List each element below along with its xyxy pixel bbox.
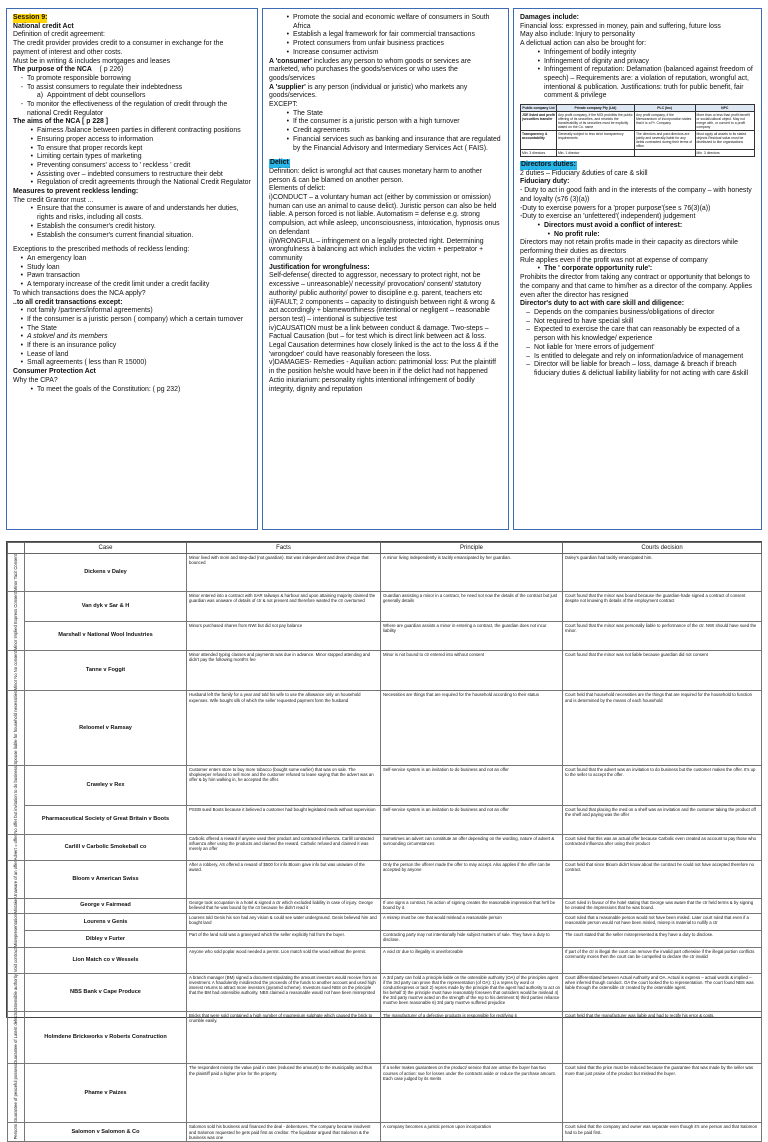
- list-item: • If the consumer is a juristic person with a high turnover: [286, 118, 460, 126]
- case-name: NBS Bank v Cape Produce: [25, 973, 187, 1011]
- list-item: – Not required to have special skill: [526, 317, 634, 325]
- element-causation: iv)CAUSATION must be a link between conduct & damage. Two-steps – Factual Causation (but – for test which is direct link between act & loss. Legal Causation determines how closely linked is the act to the loss & if the 'wrongdoer' could have reasonably foreseen the loss.: [269, 324, 499, 358]
- list-item: • Lease of land: [20, 350, 69, 358]
- case-principle: Minor is not bound to ctr entered into without consent: [381, 651, 563, 691]
- which-transactions: To which transactions does the NCA apply?: [13, 289, 146, 297]
- list-item: • not family /partners/informal agreements): [20, 307, 153, 315]
- fiduciary-heading: Fiduciary duty:: [520, 178, 570, 186]
- case-group-label: Advert = offer: [8, 834, 25, 860]
- list-item: • Assisting over – indebted consumers to restructure their debt: [30, 170, 223, 178]
- company-types-table: [520, 104, 755, 157]
- case-decision: Court held that since Bloom didn't know about the contract he could not have accepted therefore no contract.: [563, 860, 762, 898]
- case-principle: Necessities are things that are required for the household according to their status: [381, 691, 563, 766]
- damages-heading: Damages include:: [520, 14, 579, 21]
- writing-note: Must be in writing & includes mortgages and leases: [13, 57, 171, 65]
- list-item: • Infringement of reputation: Defamation (balanced against freedom of speech) – Requirements are: a violation of reputation, wrongful act, intentional & publication. Justifications: truth for public benefit, fair comment & privilege: [537, 66, 753, 100]
- list-item: • No profit rule:: [547, 230, 600, 238]
- list-item: • Ensuring proper access to information: [30, 135, 154, 143]
- table-row: [8, 591, 762, 621]
- list-item: • Limiting certain types of marketing: [30, 153, 142, 161]
- justification-text: Self-defense( directed to aggressor, necessary to protect right, not be excessive – unreasonable)/ necessity/ provocation/ consent/ statutory authority/ public authority/ power to discipline e.g. parent, teachers etc: [269, 272, 483, 297]
- list-item: • Establish a legal framework for fair commercial transactions: [286, 31, 475, 39]
- table-row: [8, 1064, 762, 1123]
- list-item: • The State: [20, 324, 57, 332]
- list-item: • Regulation of credit agreements through the National Credit Regulator: [30, 179, 251, 187]
- case-decision: Court ruled in favour of the hotel stating that George was aware that the ctr held terms & by signing he created the impressions that he was bound.: [563, 898, 762, 913]
- purpose-heading: The purpose of the NCA: [13, 66, 92, 74]
- table-header: Private company Pty (Ltd): [556, 105, 634, 112]
- case-group-label: Void contract: [8, 948, 25, 973]
- case-principle: A minor living independently is tacitly emancipated by her guardian.: [381, 554, 563, 592]
- list-item: • A stokvel and its members: [20, 333, 108, 341]
- case-name: Tanne v Foggit: [25, 651, 187, 691]
- list-item: • Financial services such as banking and insurance that are regulated by the Financial Advisory and Intermediary Services Act ( FAIS).: [286, 135, 501, 152]
- supplier-definition: A 'supplier' is any person (individual or juristic) who markets any goods/services.: [269, 83, 468, 100]
- credit-def-text: The credit provider provides credit to a consumer in exchange for the payment of interest and other costs.: [13, 40, 224, 56]
- case-name: Carlill v Carbolic Smokeball co: [25, 834, 187, 860]
- list-item: • The ' corporate opportunity rule':: [537, 265, 653, 273]
- list-item: • Small agreements ( less than R 15000): [20, 359, 147, 367]
- case-facts: A branch manager (BM) signed a document stipulating the amount investors would receive from an investment. A fraudulently misdirected the proceeds of the funds to another account and used high interest returns to attract more investors (pyramid scheme). Investors sued NBS on the principle that the BM had ostensible authority. NBS claimed a reasonable would not have been misreprsted: [187, 973, 381, 1011]
- case-law-table: [6, 541, 762, 1140]
- case-group-label: No offer but invitation to do business: [8, 766, 25, 835]
- case-name: Bloom v American Swiss: [25, 860, 187, 898]
- case-facts: The respondent misrep the value paid in rates (reduced the amount) to the municipality and thus the plaintiff paid a higher price for the property.: [187, 1064, 381, 1123]
- case-name: Pharmaceutical Society of Great Britain v Boots: [25, 805, 187, 834]
- table-header: NPC: [695, 105, 754, 112]
- financial-loss: Financial loss: expressed in money, pain and suffering, future loss: [520, 22, 721, 30]
- consumer-definition: A 'consumer' includes any person to whom goods or services are marketed, who purchases the goods/services or who uses the goods/services: [269, 57, 471, 82]
- table-row: [8, 766, 762, 806]
- case-decision: Court held that the manufacturer was liable and had to rectify his error & costs.: [563, 1011, 762, 1064]
- table-row: [8, 973, 762, 1011]
- case-group-label: Persons: [8, 1123, 25, 1141]
- case-group-label: Guarantee of peaceful possess: [8, 1064, 25, 1123]
- fiduciary-item: -Duty to exercise an 'unfettered'( independent) judgement: [520, 213, 696, 221]
- case-name: Van dyk v Sar & H: [25, 591, 187, 621]
- list-item: • Increase consumer activism: [286, 48, 379, 56]
- case-decision: Court ruled that this was an actual offer because Carbolic even created an account to pay those who contracted influenza after using their product: [563, 834, 762, 860]
- table-row: [8, 898, 762, 913]
- credit-def-heading: Definition of credit agreement:: [13, 31, 105, 39]
- case-name: Lion Match co v Wessels: [25, 948, 187, 973]
- case-facts: Husband left the family for a year and told his wife to use the allowance only on household expenses. Wife bought silk of which the seller requested payment form the husband: [187, 691, 381, 766]
- case-name: Reloomel v Ramsay: [25, 691, 187, 766]
- case-name: George v Fairmead: [25, 898, 187, 913]
- rule-applies: Rule applies even if the profit was not at expense of company: [520, 256, 708, 264]
- case-group-label: Minor Implied Express Consent: [8, 591, 25, 650]
- case-facts: Bricks that were sold contained a high number of magnesium sulphate which caused the brick to crumble easily.: [187, 1011, 381, 1064]
- table-row: [8, 914, 762, 931]
- notes-column-damages-directors: [513, 8, 762, 530]
- aims-heading: The aims of the NCA [ p 228 ]: [13, 118, 109, 126]
- list-item: – Director will be liable for breach – loss, damage & breach if breach fiduciary duties & delictual liability liability for not acting with care &skill: [526, 361, 749, 377]
- notes-column-cpa-delict: [262, 8, 509, 530]
- table-header-row: [8, 543, 762, 554]
- case-decision: Court found that the minor was personally liable to performance of the ctr. NWI should have sued the minor.: [563, 621, 762, 651]
- case-decision: Court ruled that the company and owner was separate even though it's one person and that Salomon had to be paid first.: [563, 1123, 762, 1141]
- table-header: Courts decision: [563, 543, 762, 554]
- case-decision: Daley's guardian had tacitly emancipated him.: [563, 554, 762, 592]
- case-facts: Minor entered into a contract with SAR railways & harbour and upon attaining majority claimed the guardian was unaware of details of ctr & not present and therefore wanted the ctr overturned: [187, 591, 381, 621]
- case-name: Salomon v Salomon & Co: [25, 1123, 187, 1141]
- case-decision: Court held that household necessities are the things that are required for the household to function and is determined by the means of each household: [563, 691, 762, 766]
- no-profit-text: Directors may not retain profits made in their capacity as directors while performing their duties as directors: [520, 239, 738, 256]
- list-item: • Establish the consumer's credit history.: [30, 222, 156, 230]
- excluded-heading: ..to all credit transactions except:: [13, 298, 123, 306]
- table-header: Facts: [187, 543, 381, 554]
- list-item: – Is entitled to delegate and rely on information/advice of management: [526, 352, 744, 360]
- case-facts: Lourens told Genis his son had any vision & could see water underground. Genis believed him and bought land: [187, 914, 381, 931]
- reckless-heading: Measures to prevent reckless lending:: [13, 188, 139, 196]
- list-item: • Infringement of bodily integrity: [537, 48, 636, 56]
- case-decision: Court differentiated between Actual Authority and OA. Actual is express – actual words & implied – when inferred though conduct. OA the court looked the to representation. The court found NBS was liable through the ostensible ctr created by the ostensible agent.: [563, 973, 762, 1011]
- delict-heading: Delict: [270, 159, 289, 167]
- case-facts: Minor attended typing classes and payments was due in advance. Minor stopped attending and didn't pay the following month's fee: [187, 651, 381, 691]
- case-principle: Where are guardian assists a minor in entering a contract, the guardian does not incur liability: [381, 621, 563, 651]
- case-group-label: Minor No No consent: [8, 651, 25, 691]
- list-item: • An emergency loan: [20, 254, 87, 262]
- table-header: [8, 543, 25, 554]
- table-row: [8, 948, 762, 973]
- case-principle: Self-service system is an invitation to do business and not an offer: [381, 766, 563, 806]
- case-name: Holmdene Brickworks v Roberts Construction: [25, 1011, 187, 1064]
- case-principle: Self-service system is an invitation to do business and not an offer: [381, 805, 563, 834]
- table-row: [8, 834, 762, 860]
- table-row: [8, 1011, 762, 1064]
- case-name: Dickens v Daley: [25, 554, 187, 592]
- exceptions-heading: Exceptions to the prescribed methods of reckless lending:: [13, 246, 190, 254]
- table-row: [8, 1123, 762, 1141]
- case-name: Crawley v Rex: [25, 766, 187, 806]
- list-item: • Infringement of dignity and privacy: [537, 57, 649, 65]
- list-item: • Ensure that the consumer is aware of and understands her duties, rights and risks, including all costs.: [30, 205, 239, 222]
- list-item: • The State: [286, 109, 323, 117]
- case-principle: A void ctr due to illegality is unenforceable: [381, 948, 563, 973]
- purpose-ref: ( p 226): [99, 66, 124, 74]
- elements-heading: Elements of delict:: [269, 185, 326, 193]
- case-name: Phame v Paizes: [25, 1064, 187, 1123]
- list-item: • Fairness /balance between parties in different contracting positions: [30, 127, 241, 135]
- list-item: • If there is an insurance policy: [20, 342, 117, 350]
- fiduciary-item: -Duty to exercise powers for a 'proper purpose'(see s 76(3)(a)): [520, 204, 711, 212]
- delict-action-intro: A delictual action can also be brought for:: [520, 40, 647, 48]
- case-principle: Guardian assisting a minor in a contract, he need not now the details of the contract but just generally details: [381, 591, 563, 621]
- cpa-heading: Consumer Protection Act: [13, 368, 96, 376]
- case-facts: Anyone who sold poplar wood needed a permit. Lion match sold the wood without the permit.: [187, 948, 381, 973]
- list-item: • Credit agreements: [286, 127, 350, 135]
- element-damages: v)DAMAGES- Remedies - Aquilian action: patrimonial loss: Put the plaintiff in the position he/she would have been in if the delict had not happened Actio iniuriarium: personality rights intentional infringement of bodily integrity, dignity and reputation: [269, 359, 496, 393]
- list-item: • If the consumer is a juristic person ( company) which a certain turnover: [20, 315, 243, 323]
- case-decision: Court ruled that a reasonable person would not have been misled. Later court ruled that even if a reasonable person would not have been misled, misrep is material to nullify a ctr: [563, 914, 762, 931]
- list-item: • Study loan: [20, 263, 60, 271]
- case-group-label: Mistake: [8, 898, 25, 913]
- list-item: • Preventing consumers' access to ' reckless ' credit: [30, 161, 191, 169]
- case-facts: Minor lived with mom and step-dad (not guardian). But was independent and drew cheque that bounced: [187, 554, 381, 592]
- list-item: – Not liable for 'mere errors of judgement': [526, 343, 655, 351]
- case-group-label: Ostensible authority: [8, 973, 25, 1011]
- case-principle: A misrep must be one that would mislead a reasonable person: [381, 914, 563, 931]
- why-cpa: Why the CPA?: [13, 376, 58, 384]
- case-facts: Minors purchased shares from NWI but did not pay balance: [187, 621, 381, 651]
- grantor-must: The credit Grantor must ...: [13, 196, 94, 204]
- table-row: [8, 621, 762, 651]
- element-wrongful: ii)WRONGFUL – infringement on a legally protected right. Determining wrongfulness à balancing act which includes the victim + perpetrator + community: [269, 237, 484, 262]
- list-item: • Establish the consumer's current financial situation.: [30, 231, 194, 239]
- case-decision: Court found that the minor was bound because the guardian-hade signed a contract of consent despite not knowing th details of the employment contract: [563, 591, 762, 621]
- case-principle: A company becomes a juristic person upon incorporation: [381, 1123, 563, 1141]
- table-row: [8, 651, 762, 691]
- list-item: • To meet the goals of the Constitution: ( pg 232): [30, 385, 181, 393]
- table-row: [8, 554, 762, 592]
- list-item: • A temporary increase of the credit limit under a credit facility: [20, 281, 210, 289]
- case-principle: If one signs a contract, his action of signing creates the reasonable impression that he'll be bound by it.: [381, 898, 563, 913]
- case-principle: The manufacturer of a defective products is responsible for rectifying it: [381, 1011, 563, 1064]
- case-principle: Contracting party may not intentionally hide subject matters of sale. They have a duty to disclose.: [381, 931, 563, 948]
- case-decision: If part of the ctr is illegal the court can remove the invalid part otherwise if the illegal portion conflicts community mores then the court can be compelled to declare the ctr invalid: [563, 948, 762, 973]
- table-row: Min. 3 directors Min. 1 director Min. 3 directors: [521, 150, 755, 157]
- table-row: JSE listed and profit (securities transfer Any profit company, if the MOI prohibits the public offering of its securities, and restricts the transferability of its securities must be explicitly stated on the Co. name Any profit company, if the Memorandum of Incorporation states that it is a Pr. Company More than or less than profit benefit or social/cultural object. May not merge with, or convert to a profit company: [521, 112, 755, 131]
- list-item: – Depends on the companies business/obligations of director: [526, 308, 715, 316]
- table-row: [8, 860, 762, 898]
- fiduciary-item: - Duty to act in good faith and in the interests of the company – with honesty and loyalty (s76 (3)(a)): [520, 187, 752, 203]
- injury-note: May also include: Injury to personality: [520, 31, 635, 39]
- table-row: [8, 931, 762, 948]
- session-heading: Session 9:: [13, 14, 48, 21]
- case-group-label: Minor Tacit Consent: [8, 554, 25, 592]
- table-row: [8, 805, 762, 834]
- nca-title: National credit Act: [13, 22, 74, 30]
- element-fault: iii)FAULT; 2 components – capacity to distinguish between right & wrong & act accordingly + blameworthiness (intentional or negligent – reasonable person test) – intentional is subjective test: [269, 298, 496, 323]
- except-label: EXCEPT:: [269, 101, 298, 109]
- case-decision: Court ruled that the price must be reduced because the guarantee that was made by the seller was more than just praise of the product but mislead the buyer.: [563, 1064, 762, 1123]
- case-decision: Court found that the advert was an invitation to do business but the customer makes the offer. It's up to the seller to accept the offer.: [563, 766, 762, 806]
- delict-definition: Definition: delict is wrongful act that causes monetary harm to another person & can be blamed on another person.: [269, 167, 482, 184]
- directors-heading: Directors duties:: [521, 161, 576, 169]
- list-item: - To assist consumers to regulate their indebtedness: [20, 83, 183, 91]
- case-group-label: Unaware of an offer: [8, 860, 25, 898]
- case-decision: Court found that the minor was not liable because guardian did not consent: [563, 651, 762, 691]
- list-item: - To monitor the effectiveness of the regulation of credit through the national Credit Regulator: [20, 101, 228, 117]
- two-duties: 2 duties – Fiduciary &duties of care & skill: [520, 169, 648, 177]
- notes-column-nca: [6, 8, 258, 530]
- opportunity-text: Prohibits the director from taking any contract or opportunity that belongs to the company and that came to him/her as a director of the company. Applies even after the director has resigned: [520, 274, 752, 299]
- case-decision: Court found that placing the med on a shelf was an invitation and the customer taking the product off the shelf and paying was the offer: [563, 805, 762, 834]
- case-name: Dibley v Furter: [25, 931, 187, 948]
- case-facts: Part of the land sold was a graveyard which the seller explicitly hid from the buyer.: [187, 931, 381, 948]
- case-name: Lourens v Genis: [25, 914, 187, 931]
- case-group-label: Spouse liable for household necessities: [8, 691, 25, 766]
- case-principle: Sometimes an advert can constitute an offer depending on the wording, nature of advert & surrounding circumstances: [381, 834, 563, 860]
- case-facts: Carbolic offered a reward if anyone used their product and contracted influenza. Carlill contracted influenza after using the products and claimed the reward. Carbolic refused and claimed it was merely an offer: [187, 834, 381, 860]
- case-principle: If a seller makes guarantees on the product/ service that are untrue the buyer has two courses of action: sue for losses under the contracts aside or reduce the purchase amount. Each case judged by its merits: [381, 1064, 563, 1123]
- case-decision: The court stated that the seller misrepresented & they have a duty to disclose.: [563, 931, 762, 948]
- list-item: • To ensure that proper records kept: [30, 144, 143, 152]
- case-facts: PSGB sued Boots because it believed a customer had bought legislated meds without supervision: [187, 805, 381, 834]
- case-facts: After a robbery, AS offered a reward of $500 for info Bloom gave info but was unaware of the award.: [187, 860, 381, 898]
- case-name: Marshall v National Wool Industries: [25, 621, 187, 651]
- case-principle: Only the person the offerer made the offer to may accept. Also applies if the offer can be accepted by anyone: [381, 860, 563, 898]
- list-item: • Pawn transaction: [20, 272, 80, 280]
- table-row: [8, 691, 762, 766]
- case-facts: Customer enters store to buy more tobacco (bought some earlier) that was on sale. The shopkeeper refused to sell more and the customer refused to leave saying that the advert was an offer & by him walking in, he accepted the offer.: [187, 766, 381, 806]
- case-group-label: Guarantee of Latent defects: [8, 1011, 25, 1064]
- case-group-label: Misrepresentation: [8, 914, 25, 948]
- table-header: Principle: [381, 543, 563, 554]
- table-header: Case: [25, 543, 187, 554]
- list-item: – Expected to exercise the care that can reasonably be expected of a person with his knowledge/ experience: [526, 326, 740, 343]
- case-facts: Salomon sold his business and financed the deal - debentures. The company became insolvent and Salomon requested he gets paid first as creditor. The liquidator argued that Salomon & the business was one: [187, 1123, 381, 1141]
- list-item: • Promote the social and economic welfare of consumers in South Africa: [286, 14, 490, 30]
- list-item: • Directors must avoid a conflict of interest:: [537, 221, 683, 229]
- table-header: Public company Ltd: [522, 106, 555, 111]
- list-item: • Protect consumers from unfair business practices: [286, 40, 444, 48]
- list-item: - To promote responsible borrowing: [20, 74, 131, 82]
- case-facts: George took occupation in a hotel & signed a ctr which excluded liability in case of injury. George believed that he was bound by the ctr because he didn't read it: [187, 898, 381, 913]
- table-header: PLC (Inc): [634, 105, 695, 112]
- list-item: a) Appointment of debt counsellors: [36, 92, 146, 100]
- case-principle: A 3rd party can hold a principle liable on the ostensible authority (OA) of the principles agent if the 3rd party can prove that the representation (of OA): 1) a repres by word or conduct/express or tacit 2) repres made by the principle that the agent had authority to act on his behalf 3) the principle must have reasonably foreseen that outsiders would be mislead 4) the 3rd party must've acted on the strength of the rep to his detriment 5) third parties reliance must've been reasonable 6) 3rd party must've suffered prejudice: [381, 973, 563, 1011]
- justification-heading: Justification for wrongfulness:: [269, 263, 370, 271]
- element-conduct: i)CONDUCT – a voluntary human act (either by commission or omission) human can use an animal to cause delict). Juristic person can also be held liable. A person forced is not liable. Automatism = defense e.g. strong compulsion, act while asleep, unconsciousness, intoxication, hypnosis onus on defendant: [269, 194, 500, 236]
- care-heading: Director's duty to act with care skill and diligence:: [520, 300, 684, 308]
- table-row: Transparency & accountability Generally subject to less strict transparency requirements The directors and past directors are jointly and severally liable for any debts contracted during their terms of office Must apply all assets to its stated objects Residual value must be distributed to like organisations: [521, 131, 755, 150]
